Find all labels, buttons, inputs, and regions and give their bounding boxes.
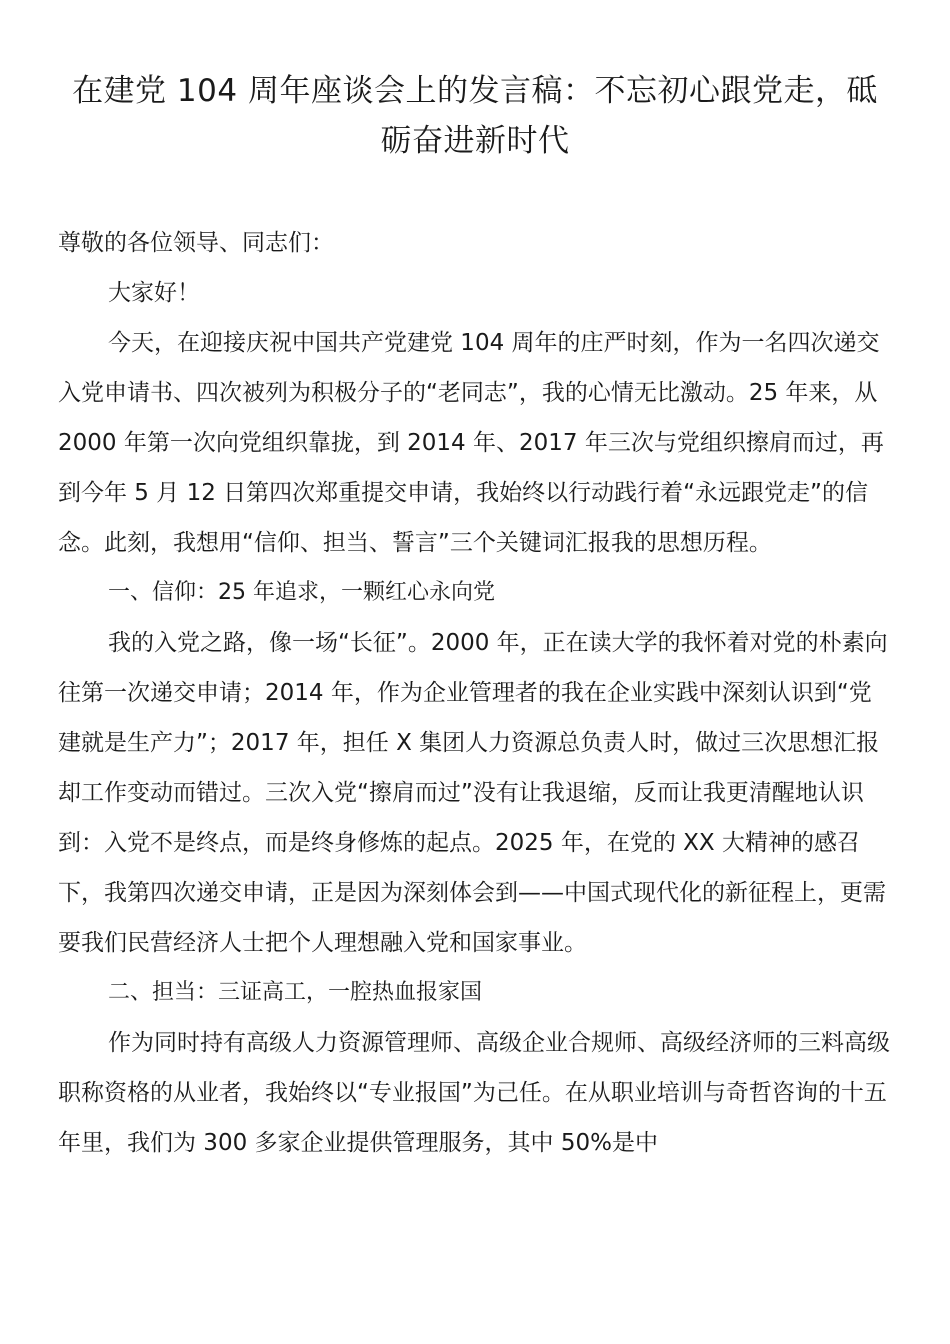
document-body	[58, 218, 892, 1168]
intro-paragraph: 今天，在迎接庆祝中国共产党建党 104 周年的庄严时刻，作为一名四次递交入党申请书、四次被列为积极分子的“老同志”，我的心情无比激动。25 年来，从 2000 年第一次向党组织靠拢，到 2014 年、2017 年三次与党组织擦肩而过，再到今年 5 月 12 日第四次郑重提交申请，我始终以行动践行着“永远跟党走”的信念。此刻，我想用“信仰、担当、誓言”三个关键词汇报我的思想历程。	[58, 330, 884, 556]
section-paragraph-faith: 我的入党之路，像一场“长征”。2000 年，正在读大学的我怀着对党的朴素向往第一次递交申请；2014 年，作为企业管理者的我在企业实践中深刻认识到“党建就是生产力”；2017 年，担任 X 集团人力资源总负责人时，做过三次思想汇报却工作变动而错过。三次入党“擦肩而过”没有让我退缩，反而让我更清醒地认识到：入党不是终点，而是终身修炼的起点。2025 年，在党的 XX 大精神的感召下，我第四次递交申请，正是因为深刻体会到——中国式现代化的新征程上，更需要我们民营经济人士把个人理想融入党和国家事业。	[58, 630, 888, 956]
document-title: 在建党 104 周年座谈会上的发言稿：不忘初心跟党走，砥砺奋进新时代	[72, 73, 878, 159]
salutation: 尊敬的各位领导、同志们：	[58, 230, 334, 256]
section-heading-responsibility: 二、担当：三证高工，一腔热血报家国	[108, 980, 483, 1005]
section-paragraph-responsibility: 作为同时持有高级人力资源管理师、高级企业合规师、高级经济师的三料高级职称资格的从业者，我始终以“专业报国”为己任。在从职业培训与奇哲咨询的十五年里，我们为 300 多家企业提供管理服务，其中 50%是中	[58, 1030, 890, 1156]
section-heading-faith: 一、信仰：25 年追求，一颗红心永向党	[108, 580, 495, 605]
greeting: 大家好！	[108, 280, 200, 306]
